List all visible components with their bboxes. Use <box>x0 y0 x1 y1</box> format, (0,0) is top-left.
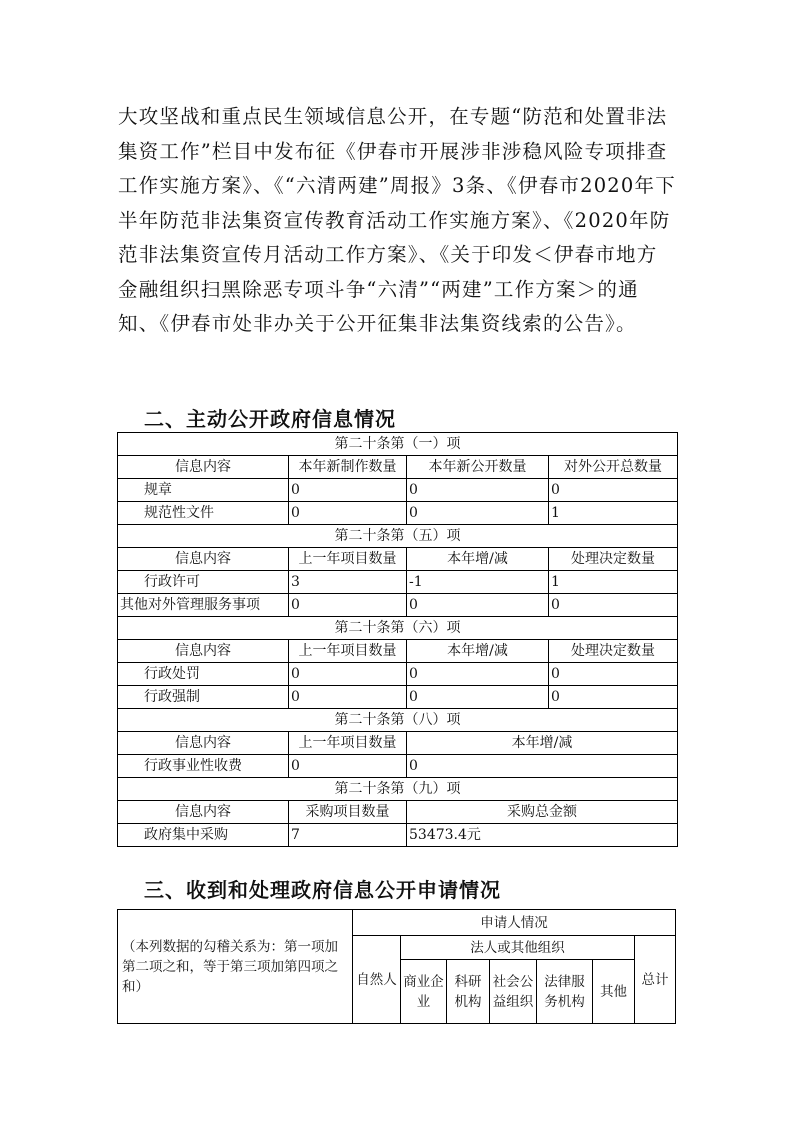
table-cell: 3 <box>289 571 407 594</box>
table-row <box>118 663 678 686</box>
section-title-article20-8: 第二十条第（八）项 <box>118 709 678 732</box>
column-header: 处理决定数量 <box>549 548 678 571</box>
table-cell: 0 <box>549 686 678 709</box>
table-cell: 0 <box>549 663 678 686</box>
table-row <box>118 479 678 502</box>
table-row <box>118 640 678 663</box>
commercial-enterprise-header: 商业企业 <box>401 960 447 1024</box>
section-title-article20-9: 第二十条第（九）项 <box>118 778 678 801</box>
section-title-article20-6: 第二十条第（六）项 <box>118 617 678 640</box>
table-row <box>118 571 678 594</box>
column-header: 对外公开总数量 <box>549 456 678 479</box>
other-header: 其他 <box>593 960 635 1024</box>
table-row <box>118 824 678 847</box>
column-header: 本年增/减 <box>407 640 549 663</box>
social-welfare-org-header: 社会公益组织 <box>490 960 537 1024</box>
section-title-article20-1: 第二十条第（一）项 <box>118 433 678 456</box>
column-header: 信息内容 <box>118 548 289 571</box>
proactive-disclosure-table <box>117 432 678 847</box>
table-cell: 0 <box>289 479 407 502</box>
table-row <box>118 686 678 709</box>
table-cell: 0 <box>289 663 407 686</box>
table-cell: 0 <box>289 755 407 778</box>
table-cell: 0 <box>407 502 549 525</box>
table-row <box>118 617 678 640</box>
column-header: 信息内容 <box>118 456 289 479</box>
table-cell: 0 <box>289 594 407 617</box>
application-handling-table <box>117 909 676 1024</box>
row-label: 行政事业性收费 <box>118 755 289 778</box>
table-cell: 1 <box>549 502 678 525</box>
column-header: 本年新公开数量 <box>407 456 549 479</box>
table-cell: 0 <box>289 502 407 525</box>
legal-service-header: 法律服务机构 <box>537 960 593 1024</box>
row-label: 规范性文件 <box>118 502 289 525</box>
table-row <box>118 778 678 801</box>
table-cell: 0 <box>407 594 549 617</box>
table-row <box>118 594 678 617</box>
table-row <box>118 433 678 456</box>
column-header: 上一年项目数量 <box>289 548 407 571</box>
section3-heading: 三、收到和处理政府信息公开申请情况 <box>144 878 501 902</box>
table-row <box>118 709 678 732</box>
table-row <box>118 548 678 571</box>
column-header: 本年增/减 <box>407 548 549 571</box>
table-row <box>118 910 676 936</box>
column-header: 本年新制作数量 <box>289 456 407 479</box>
table-row <box>118 755 678 778</box>
column-header: 本年增/减 <box>407 732 678 755</box>
table-cell: 0 <box>407 663 549 686</box>
table-row <box>118 801 678 824</box>
body-paragraph: 大攻坚战和重点民生领域信息公开，在专题“防范和处置非法集资工作”栏目中发布征《伊春市开展涉非涉稳风险专项排查工作实施方案》、《“六清两建”周报》3条、《伊春市2020年下半年防范非法集资宣传教育活动工作实施方案》、《2020年防范非法集资宣传月活动工作方案》、《关于印发＜伊春市地方金融组织扫黑除恶专项斗争“六清”“两建”工作方案＞的通知、《伊春市处非办关于公开征集非法集资线索的公告》。 <box>118 105 676 335</box>
column-header: 信息内容 <box>118 732 289 755</box>
legal-entity-header: 法人或其他组织 <box>401 936 635 960</box>
natural-person-header: 自然人 <box>353 936 401 1024</box>
column-header: 上一年项目数量 <box>289 640 407 663</box>
section-title-article20-5: 第二十条第（五）项 <box>118 525 678 548</box>
table-cell: 53473.4元 <box>407 824 678 847</box>
row-label: 行政许可 <box>118 571 289 594</box>
section2-heading: 二、主动公开政府信息情况 <box>144 407 396 431</box>
table-cell: 0 <box>549 479 678 502</box>
row-label: 行政处罚 <box>118 663 289 686</box>
row-label: 政府集中采购 <box>118 824 289 847</box>
table-cell: 7 <box>289 824 407 847</box>
total-header: 总计 <box>635 936 676 1024</box>
row-label: 行政强制 <box>118 686 289 709</box>
research-institution-header: 科研机构 <box>447 960 490 1024</box>
column-header: 信息内容 <box>118 801 289 824</box>
table-cell: 0 <box>289 686 407 709</box>
table-cell: 1 <box>549 571 678 594</box>
column-header: 处理决定数量 <box>549 640 678 663</box>
table-row <box>118 732 678 755</box>
column-header: 上一年项目数量 <box>289 732 407 755</box>
column-header: 采购总金额 <box>407 801 678 824</box>
table-cell: 0 <box>549 594 678 617</box>
table-row <box>118 456 678 479</box>
table-row <box>118 525 678 548</box>
note-cell: （本列数据的勾稽关系为：第一项加第二项之和，等于第三项加第四项之和） <box>118 910 353 1024</box>
column-header: 信息内容 <box>118 640 289 663</box>
table-cell: 0 <box>407 686 549 709</box>
row-label: 规章 <box>118 479 289 502</box>
table-cell: 0 <box>407 479 549 502</box>
table-cell: -1 <box>407 571 549 594</box>
table-row <box>118 502 678 525</box>
row-label: 其他对外管理服务事项 <box>118 594 289 617</box>
column-header: 采购项目数量 <box>289 801 407 824</box>
table-cell: 0 <box>407 755 678 778</box>
applicant-header: 申请人情况 <box>353 910 676 936</box>
